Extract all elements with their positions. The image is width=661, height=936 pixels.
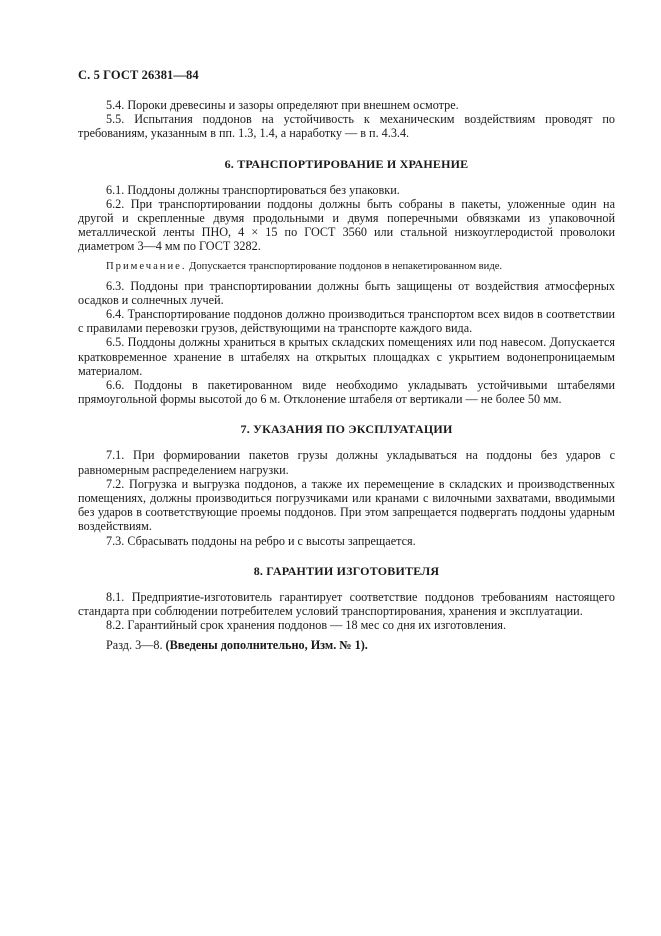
note-label: Примечание. xyxy=(106,260,187,272)
paragraph-7-2: 7.2. Погрузка и выгрузка поддонов, а также их перемещение в складских и производственных помещениях, должны производиться погрузчиками или кранами с вилочными захватами, вводимыми без ударов в соответствующие проемы поддонов. При этом запрещается подвергать поддоны ударным воздействиям. xyxy=(78,476,615,534)
paragraph-8-2: 8.2. Гарантийный срок хранения поддонов — 18 мес со дня их изготовления. xyxy=(106,618,507,633)
note-text: Допускается транспортирование поддонов в непакетированном виде. xyxy=(186,260,503,272)
amendment-note xyxy=(78,638,615,652)
paragraph-6-5: 6.5. Поддоны должны храниться в крытых складских помещениях или под навесом. Допускается кратковременное хранение в штабелях на открытых площадках с укрытием водонепроницаемым материалом. xyxy=(78,335,615,378)
paragraph-5-4: 5.4. Пороки древесины и зазоры определяют при внешнем осмотре. xyxy=(106,98,459,112)
paragraph-7-3: 7.3. Сбрасывать поддоны на ребро и с высоты запрещается. xyxy=(106,533,416,548)
paragraph-6-6: 6.6. Поддоны в пакетированном виде необходимо укладывать устойчивыми штабелями прямоугольной формы высотой до 6 м. Отклонение штабеля от вертикали — не более 50 мм. xyxy=(78,378,615,407)
paragraph-5-5: 5.5. Испытания поддонов на устойчивость к механическим воздействиям проводят по требованиям, указанным в пп. 1.3, 1.4, а наработку — в п. 4.3.4. xyxy=(78,112,615,141)
note-6 xyxy=(78,260,615,273)
section-7-title: 7. УКАЗАНИЯ ПО ЭКСПЛУАТАЦИИ xyxy=(240,422,453,437)
paragraph-6-3: 6.3. Поддоны при транспортировании должны быть защищены от воздействия атмосферных осадков и солнечных лучей. xyxy=(78,278,615,307)
paragraph-7-1: 7.1. При формировании пакетов грузы должны укладываться на поддоны без ударов с равномерным распределением нагрузки. xyxy=(78,448,615,477)
paragraph-6-4: 6.4. Транспортирование поддонов должно производиться транспортом всех видов в соответствии с правилами перевозки грузов, действующими на транспорте каждого вида. xyxy=(78,307,615,336)
amendment-prefix: Разд. 3—8. xyxy=(106,638,166,653)
section-6-title: 6. ТРАНСПОРТИРОВАНИЕ И ХРАНЕНИЕ xyxy=(224,156,469,171)
paragraph-8-1: 8.1. Предприятие-изготовитель гарантирует соответствие поддонов требованиям настоящего стандарта при соблюдении потребителем условий транспортирования, хранения и эксплуатации. xyxy=(78,589,615,619)
paragraph-6-2: 6.2. При транспортировании поддоны должны быть собраны в пакеты, уложенные один на другой и скрепленные двумя продольными и двумя поперечными обвязками из упаковочной металлической ленты ПНО, 4 × 15 по ГОСТ 3560 или стальной низкоуглеродистой проволоки диаметром 3—4 мм по ГОСТ 3282. xyxy=(78,196,615,254)
page-header: С. 5 ГОСТ 26381—84 xyxy=(78,68,199,82)
amendment-text: (Введены дополнительно, Изм. № 1). xyxy=(165,638,368,653)
paragraph-6-1: 6.1. Поддоны должны транспортироваться без упаковки. xyxy=(106,182,400,197)
section-8-title: 8. ГАРАНТИИ ИЗГОТОВИТЕЛЯ xyxy=(253,563,440,578)
